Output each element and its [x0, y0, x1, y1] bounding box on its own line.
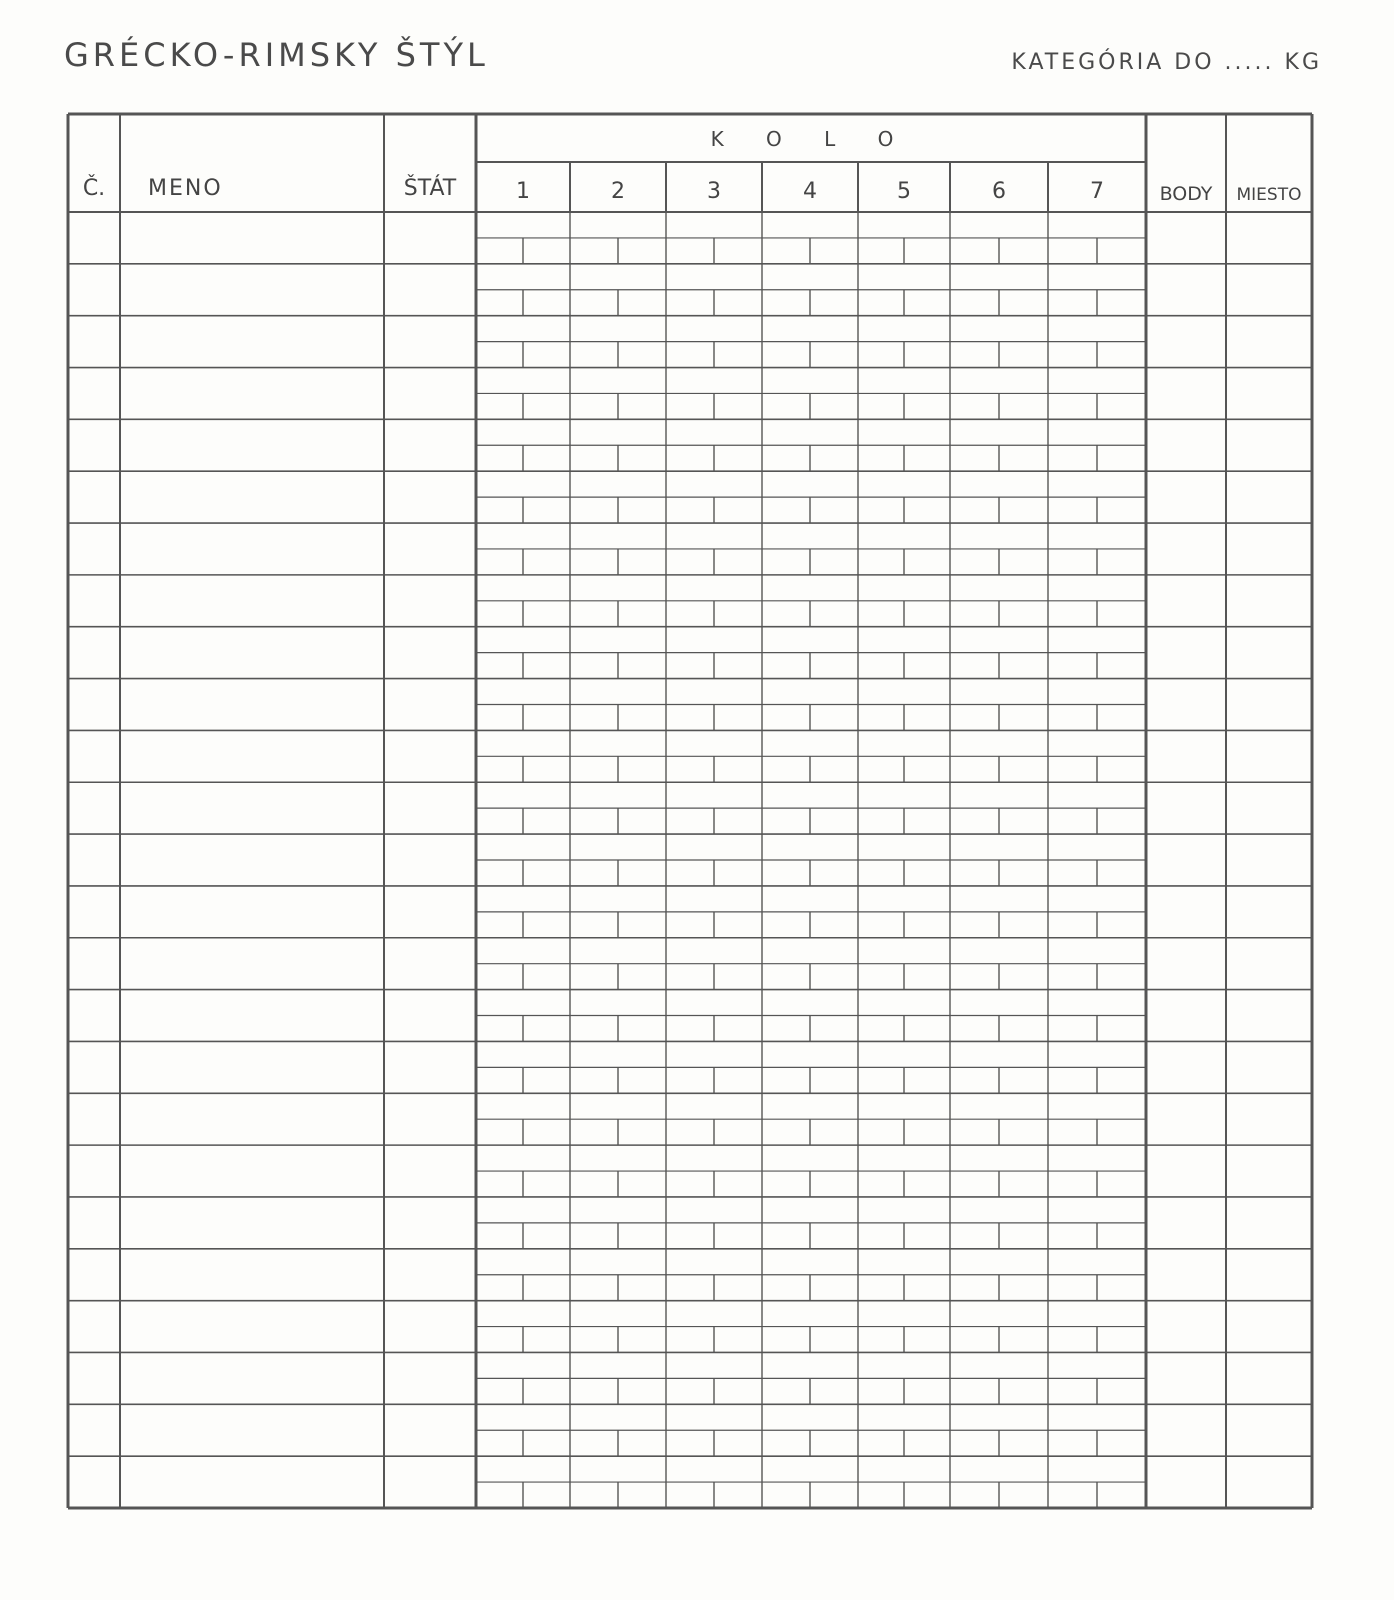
header-points: BODY: [1159, 183, 1213, 205]
sheet-title: GRÉCKO-RIMSKY ŠTÝL: [64, 36, 489, 74]
header-place: MIESTO: [1236, 185, 1302, 205]
header-number: Č.: [82, 176, 106, 201]
header-round-1: 1: [516, 179, 530, 204]
weight-category: KATEGÓRIA DO ..... KG: [1011, 50, 1322, 75]
header-round-6: 6: [992, 179, 1006, 204]
header-round-7: 7: [1090, 179, 1104, 204]
header-round-2: 2: [611, 179, 625, 204]
header-rounds-group: K O L O: [710, 127, 912, 151]
header-round-3: 3: [707, 179, 721, 204]
header-name: MENO: [148, 176, 223, 201]
header-round-5: 5: [897, 179, 911, 204]
header-state: ŠTÁT: [403, 176, 457, 201]
header-round-4: 4: [803, 179, 817, 204]
